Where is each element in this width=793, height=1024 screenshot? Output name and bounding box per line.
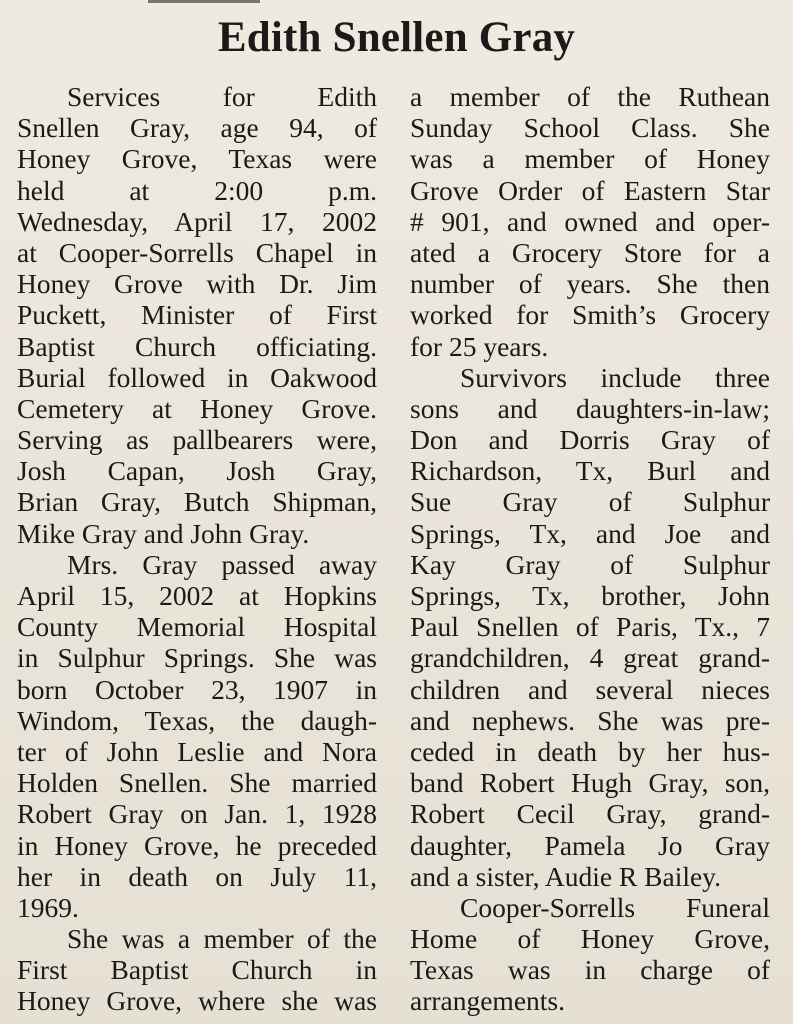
text-line: Wednesday, April 17, 2002: [17, 205, 377, 237]
text-line: Honey Grove with Dr. Jim: [17, 268, 377, 300]
text-line: band Robert Hugh Gray, son,: [410, 767, 770, 799]
text-line: held at 2:00 p.m.: [17, 174, 377, 206]
text-line: grandchildren, 4 great grand-: [410, 642, 770, 674]
text-line: Paul Snellen of Paris, Tx., 7: [410, 611, 770, 643]
text-line: for 25 years.: [410, 330, 549, 362]
text-line: First Baptist Church in: [17, 954, 377, 986]
text-line: and nephews. She was pre-: [410, 704, 770, 736]
text-line: Sunday School Class. She: [410, 112, 770, 144]
text-line: sons and daughters-in-law;: [410, 392, 770, 424]
text-line: 1969.: [17, 891, 79, 923]
text-line: Snellen Gray, age 94, of: [17, 112, 377, 144]
text-line: ceded in death by her hus-: [410, 735, 770, 767]
text-line: April 15, 2002 at Hopkins: [17, 580, 377, 611]
text-line: Serving as pallbearers were,: [17, 424, 377, 456]
text-line: Springs, Tx, and Joe and: [410, 517, 770, 549]
text-line: Mike Gray and John Gray.: [17, 517, 310, 549]
text-line: Cooper-Sorrells Funeral: [460, 891, 770, 923]
top-rule-divider: [148, 0, 260, 3]
text-line: Josh Capan, Josh Gray,: [17, 455, 377, 487]
text-line: Burial followed in Oakwood: [17, 361, 377, 393]
text-line: Springs, Tx, brother, John: [410, 580, 770, 611]
text-line: Kay Gray of Sulphur: [410, 548, 770, 580]
text-line: number of years. She then: [410, 268, 770, 300]
text-line: ated a Grocery Store for a: [410, 236, 770, 268]
text-line: was a member of Honey: [410, 143, 770, 175]
text-line: Honey Grove, Texas were: [17, 143, 377, 175]
text-line: ter of John Leslie and Nora: [17, 735, 377, 767]
text-line: Survivors include three: [460, 361, 770, 393]
text-line: Grove Order of Eastern Star: [410, 174, 770, 206]
obituary-title: Edith Snellen Gray: [217, 14, 576, 61]
text-line: Robert Gray on Jan. 1, 1928: [17, 798, 377, 830]
text-line: Home of Honey Grove,: [410, 923, 770, 955]
text-line: Don and Dorris Gray of: [410, 424, 770, 456]
text-line: daughter, Pamela Jo Gray: [410, 829, 770, 861]
text-line: a member of the Ruthean: [410, 81, 770, 112]
text-line: Robert Cecil Gray, grand-: [410, 798, 770, 830]
text-line: County Memorial Hospital: [17, 611, 377, 643]
text-line: in Sulphur Springs. She was: [17, 642, 377, 674]
text-line: arrangements.: [410, 985, 565, 1017]
text-line: Services for Edith: [67, 81, 377, 112]
text-line: Puckett, Minister of First: [17, 299, 377, 331]
text-line: and a sister, Audie R Bailey.: [410, 860, 722, 892]
text-line: Richardson, Tx, Burl and: [410, 455, 770, 487]
text-line: Mrs. Gray passed away: [67, 548, 377, 580]
left-text-column: [17, 81, 377, 1017]
text-line: Cemetery at Honey Grove.: [17, 392, 377, 424]
text-line: Windom, Texas, the daugh-: [17, 704, 377, 736]
text-line: children and several nieces: [410, 673, 770, 705]
text-line: Texas was in charge of: [410, 954, 770, 986]
text-line: She was a member of the: [67, 923, 377, 955]
text-line: her in death on July 11,: [17, 860, 377, 892]
text-line: Brian Gray, Butch Shipman,: [17, 486, 377, 518]
text-line: born October 23, 1907 in: [17, 673, 377, 705]
text-line: Sue Gray of Sulphur: [410, 486, 770, 518]
text-line: worked for Smith’s Grocery: [410, 299, 770, 331]
text-line: # 901, and owned and oper-: [410, 205, 770, 237]
text-line: in Honey Grove, he preceded: [17, 829, 377, 861]
right-text-column: [410, 81, 770, 1017]
text-line: Honey Grove, where she was: [17, 985, 377, 1017]
text-line: at Cooper-Sorrells Chapel in: [17, 236, 377, 268]
text-line: Baptist Church officiating.: [17, 330, 377, 362]
text-line: Holden Snellen. She married: [17, 767, 377, 799]
